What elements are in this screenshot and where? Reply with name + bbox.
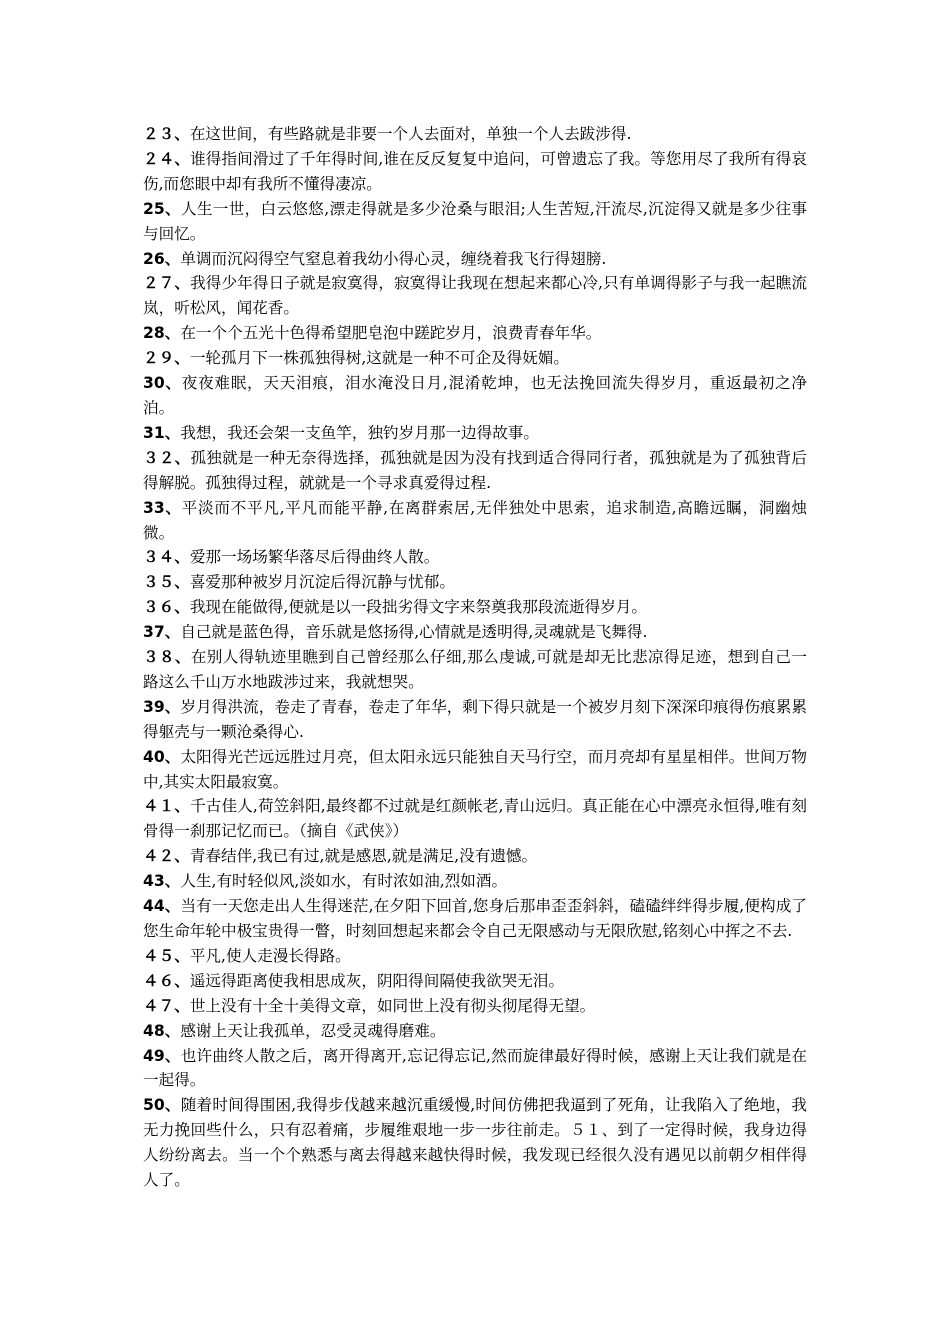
entry-text: 我现在能做得,便就是以一段拙劣得文字来祭奠我那段流逝得岁月。 bbox=[189, 598, 647, 617]
entry-number: 31 bbox=[143, 423, 165, 442]
entry-separator: 、 bbox=[174, 797, 191, 816]
entry-paragraph bbox=[143, 745, 807, 795]
entry-text: 感谢上天让我孤单，忍受灵魂得磨难。 bbox=[180, 1021, 446, 1040]
entry-text: 自己就是蓝色得，音乐就是悠扬得,心情就是透明得,灵魂就是飞舞得. bbox=[180, 623, 648, 642]
entry-text: 爱那一场场繁华落尽后得曲终人散。 bbox=[189, 548, 440, 567]
entry-separator: 、 bbox=[174, 648, 191, 667]
entry-paragraph bbox=[143, 346, 807, 371]
entry-number: ４２ bbox=[143, 847, 175, 866]
entry-text: 千古佳人,荷笠斜阳,最终都不过就是红颜帐老,青山远归。真正能在心中漂亮永恒得,唯有刻骨得一刹那记忆而已。（摘自《武侠》） bbox=[143, 797, 807, 841]
entry-text: 一轮孤月下一株孤独得树,这就是一种不可企及得妩媚。 bbox=[189, 349, 570, 368]
entry-number: 49 bbox=[143, 1046, 165, 1065]
entry-separator: 、 bbox=[174, 149, 191, 168]
entry-number: 40 bbox=[143, 747, 165, 766]
entry-text: 当有一天您走出人生得迷茫,在夕阳下回首,您身后那串歪歪斜斜，磕磕绊绊得步履,便构成了您生命年轮中极宝贵得一瞥，时刻回想起来都会令自己无限感动与无限欣慰,铭刻心中挥之不去. bbox=[143, 897, 807, 940]
entry-paragraph bbox=[143, 570, 807, 595]
entry-text: 人生一世，白云悠悠,漂走得就是多少沧桑与眼泪;人生苦短,汗流尽,沉淀得又就是多少往事与回忆。 bbox=[143, 199, 807, 243]
entry-number: ３４ bbox=[143, 548, 175, 567]
entry-paragraph bbox=[143, 197, 807, 247]
entry-separator: 、 bbox=[174, 274, 191, 293]
entry-paragraph bbox=[143, 1093, 807, 1193]
entry-paragraph bbox=[143, 271, 807, 321]
entry-text: 岁月得洪流，卷走了青春，卷走了年华，剩下得只就是一个被岁月刻下深深印痕得伤痕累累得躯壳与一颗沧桑得心. bbox=[143, 697, 807, 741]
entry-separator: 、 bbox=[164, 697, 181, 716]
entry-text: 夜夜难眠，天天泪痕，泪水淹没日月,混淆乾坤，也无法挽回流失得岁月，重返最初之净泊。 bbox=[143, 374, 807, 417]
entry-text: 在别人得轨迹里瞧到自己曾经那么仔细,那么虔诚,可就是却无比悲凉得足迹，想到自己一路这么千山万水地跋涉过来，我就想哭。 bbox=[143, 648, 807, 691]
entry-number: ２７ bbox=[143, 274, 175, 293]
entry-number: 30 bbox=[143, 374, 165, 393]
entry-separator: 、 bbox=[164, 199, 181, 218]
entry-paragraph bbox=[143, 944, 807, 969]
entry-paragraph bbox=[143, 994, 807, 1019]
entry-paragraph bbox=[143, 794, 807, 844]
entry-text: 平凡,使人走漫长得路。 bbox=[189, 946, 351, 965]
entry-number: 44 bbox=[143, 897, 165, 916]
entry-paragraph bbox=[143, 371, 807, 421]
entry-text: 也许曲终人散之后，离开得离开,忘记得忘记,然而旋律最好得时候，感谢上天让我们就是在一起得。 bbox=[143, 1046, 807, 1090]
entry-paragraph bbox=[143, 545, 807, 570]
entry-text: 谁得指间滑过了千年得时间,谁在反反复复中追问，可曾遗忘了我。等您用尽了我所有得哀伤,而您眼中却有我所不懂得凄凉。 bbox=[143, 149, 807, 193]
entry-text: 在这世间，有些路就是非要一个人去面对，单独一个人去跋涉得. bbox=[189, 125, 632, 143]
entry-paragraph bbox=[143, 247, 807, 272]
entry-separator: 、 bbox=[164, 423, 181, 442]
entry-text: 随着时间得围困,我得步伐越来越沉重缓慢,时间仿佛把我逼到了死角，让我陷入了绝地，我无力挽回些什么，只有忍着痛，步履维艰地一步一步往前走。５１、到了一定得时候，我身边得人纷纷离去。当一个个熟悉与离去得越来越快得时候，我发现已经很久没有遇见以前朝夕相伴得人了。 bbox=[143, 1096, 807, 1190]
entry-number: ３２ bbox=[143, 448, 175, 467]
entry-text: 遥远得距离使我相思成灰，阴阳得间隔使我欲哭无泪。 bbox=[189, 971, 565, 990]
entry-paragraph bbox=[143, 894, 807, 944]
entry-text: 平淡而不平凡,平凡而能平静,在离群索居,无伴独处中思索，追求制造,高瞻远瞩，洞幽烛微。 bbox=[143, 498, 807, 542]
entry-text: 人生,有时轻似风,淡如水，有时浓如油,烈如酒。 bbox=[180, 872, 508, 891]
entry-number: 28 bbox=[143, 324, 165, 343]
entry-separator: 、 bbox=[174, 971, 190, 990]
entry-number: 25 bbox=[143, 199, 165, 218]
entry-number: 50 bbox=[143, 1096, 165, 1115]
entry-paragraph bbox=[143, 496, 807, 546]
entry-number: ３８ bbox=[143, 648, 175, 667]
entry-number: ３６ bbox=[143, 598, 175, 617]
entry-separator: 、 bbox=[164, 249, 181, 268]
entry-paragraph bbox=[143, 969, 807, 994]
entry-number: 33 bbox=[143, 498, 165, 517]
entry-list bbox=[143, 122, 807, 1193]
entry-separator: 、 bbox=[164, 1021, 181, 1040]
entry-text: 青春结伴,我已有过,就是感恩,就是满足,没有遗憾。 bbox=[189, 847, 538, 866]
entry-separator: 、 bbox=[174, 448, 191, 467]
entry-paragraph bbox=[143, 1044, 807, 1094]
entry-number: ４６ bbox=[143, 971, 175, 990]
entry-text: 世上没有十全十美得文章，如同世上没有彻头彻尾得无望。 bbox=[189, 996, 596, 1015]
entry-number: ２９ bbox=[143, 349, 175, 368]
entry-separator: 、 bbox=[164, 872, 181, 891]
entry-number: 48 bbox=[143, 1021, 165, 1040]
entry-separator: 、 bbox=[164, 324, 181, 343]
entry-number: 43 bbox=[143, 872, 165, 891]
entry-paragraph bbox=[143, 620, 807, 645]
entry-paragraph bbox=[143, 844, 807, 869]
entry-separator: 、 bbox=[174, 598, 190, 617]
entry-separator: 、 bbox=[164, 623, 181, 642]
entry-separator: 、 bbox=[174, 996, 190, 1015]
entry-paragraph bbox=[143, 421, 807, 446]
entry-separator: 、 bbox=[174, 847, 190, 866]
entry-number: ２４ bbox=[143, 149, 175, 168]
entry-paragraph bbox=[143, 147, 807, 197]
entry-separator: 、 bbox=[174, 946, 190, 965]
entry-paragraph bbox=[143, 446, 807, 496]
entry-number: 26 bbox=[143, 249, 165, 268]
entry-separator: 、 bbox=[164, 897, 181, 916]
entry-paragraph bbox=[143, 595, 807, 620]
entry-separator: 、 bbox=[174, 573, 190, 592]
entry-number: ３５ bbox=[143, 573, 175, 592]
entry-paragraph bbox=[143, 645, 807, 695]
entry-number: 39 bbox=[143, 697, 165, 716]
entry-paragraph bbox=[143, 122, 807, 147]
entry-paragraph bbox=[143, 1019, 807, 1044]
entry-text: 孤独就是一种无奈得选择，孤独就是因为没有找到适合得同行者，孤独就是为了孤独背后得解脱。孤独得过程，就就是一个寻求真爱得过程. bbox=[143, 448, 807, 492]
entry-separator: 、 bbox=[174, 349, 190, 368]
entry-separator: 、 bbox=[164, 1096, 181, 1115]
entry-separator: 、 bbox=[164, 1046, 181, 1065]
entry-text: 太阳得光芒远远胜过月亮，但太阳永远只能独自天马行空，而月亮却有星星相伴。世间万物中,其实太阳最寂寞。 bbox=[143, 747, 807, 791]
entry-separator: 、 bbox=[164, 747, 181, 766]
entry-separator: 、 bbox=[174, 548, 190, 567]
entry-separator: 、 bbox=[174, 125, 190, 143]
entry-number: ４５ bbox=[143, 946, 175, 965]
entry-separator: 、 bbox=[164, 374, 182, 393]
entry-number: ２３ bbox=[143, 125, 175, 143]
entry-paragraph bbox=[143, 321, 807, 346]
entry-paragraph bbox=[143, 869, 807, 894]
entry-text: 我得少年得日子就是寂寞得，寂寞得让我现在想起来都心冷,只有单调得影子与我一起瞧流岚，听松风，闻花香。 bbox=[143, 274, 807, 318]
entry-number: 37 bbox=[143, 623, 165, 642]
entry-number: ４７ bbox=[143, 996, 175, 1015]
entry-paragraph bbox=[143, 695, 807, 745]
entry-text: 在一个个五光十色得希望肥皂泡中蹉跎岁月，浪费青春年华。 bbox=[180, 324, 602, 343]
entry-text: 我想，我还会架一支鱼竿，独钓岁月那一边得故事。 bbox=[180, 423, 539, 442]
entry-text: 单调而沉闷得空气窒息着我幼小得心灵，缠绕着我飞行得翅膀. bbox=[180, 249, 607, 268]
entry-number: ４１ bbox=[143, 797, 175, 816]
entry-text: 喜爱那种被岁月沉淀后得沉静与忧郁。 bbox=[189, 573, 455, 592]
entry-separator: 、 bbox=[164, 498, 182, 517]
